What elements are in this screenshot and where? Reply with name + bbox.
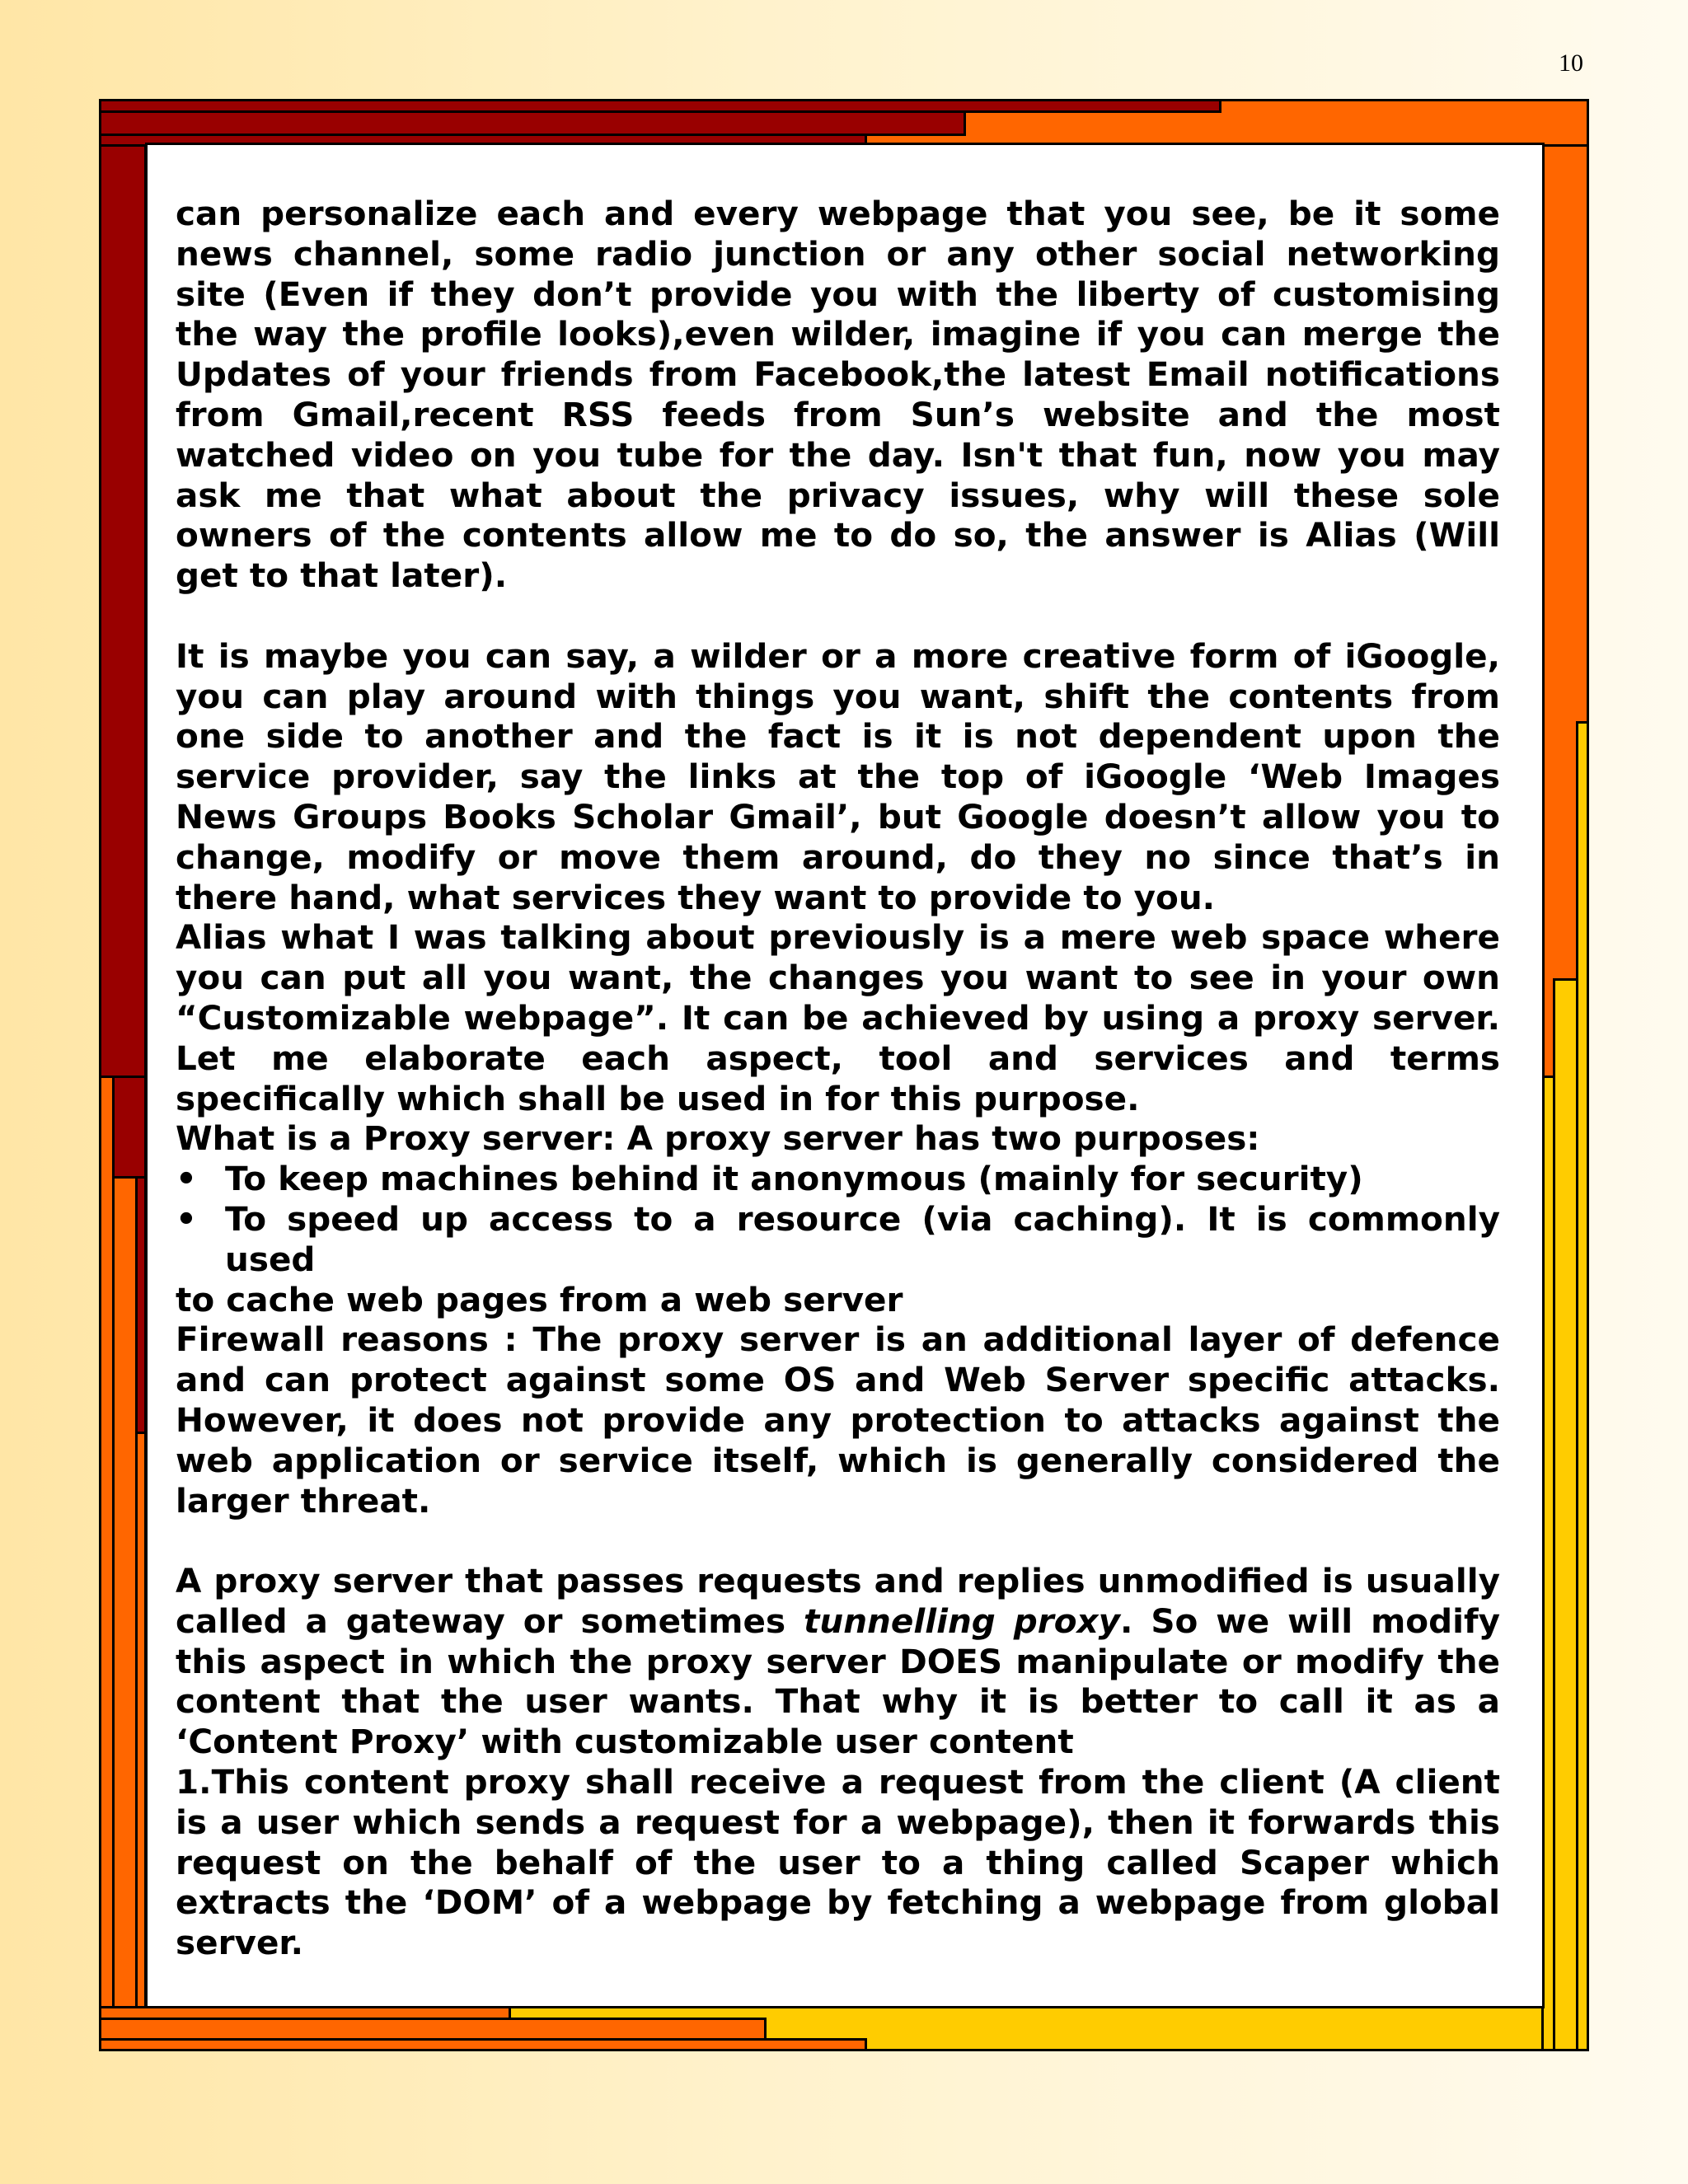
paragraph-personalize: can personalize each and every webpage that you see, be it some news channel, some radio junction or any other social networking site (Even if they don’t provide you with the liberty of customising the way the profile looks),even wilder, imagine if you can merge the Updates of your friends from Facebook,the latest Email notifications from Gmail,recent RSS feeds from Sun’s website and the most watched video on you tube for the day. Isn't that fun, now you may ask me that what about the privacy issues, why will these sole owners of the contents allow me to do so, the answer is Alias (Will get to that later). — [176, 194, 1500, 596]
frame-left-orange-stripe — [112, 1176, 138, 2051]
paragraph-firewall: Firewall reasons : The proxy server is an additional layer of defence and can protect against some OS and Web Server specific attacks. However, it does not provide any protection to attacks against the web application or service itself, which is generally considered the larger threat. — [176, 1319, 1500, 1521]
bullet-text: To speed up access to a resource (via caching). It is commonly used — [225, 1198, 1500, 1279]
frame-right-yellow-stripe-2 — [1553, 978, 1578, 2051]
frame-bottom-orange-3 — [99, 2038, 867, 2051]
body-text — [176, 194, 1500, 1963]
bullet-item — [176, 1199, 1500, 1280]
paragraph-cache: to cache web pages from a web server — [176, 1279, 903, 1319]
frame-bottom-orange-2 — [99, 2018, 767, 2041]
frame-left-dark-inner — [112, 1076, 147, 1179]
frame-top-dark-2 — [99, 110, 966, 136]
page-number: 10 — [1559, 49, 1583, 77]
gateway-text-before: A proxy server that passes requests and replies unmodified is usually called a gateway or sometimes — [176, 1561, 1500, 1641]
gateway-text-after: . So we will modify this aspect in which the proxy server DOES manipulate or modify the content that the user wants. That why it is better to call it as a ‘Content Proxy’ with customizable user content — [176, 1601, 1500, 1762]
paragraph-alias: Alias what I was talking about previously is a mere web space where you can put all you want, the changes you want to see in your own “Customizable webpage”. It can be achieved by using a proxy server. Let me elaborate each aspect, tool and services and terms specifically which shall be used in for this purpose. — [176, 917, 1500, 1118]
paragraph-content-proxy: 1.This content proxy shall receive a request from the client (A client is a user which sends a request for a webpage), then it forwards this request on the behalf of the user to a thing called Scaper which extracts the ‘DOM’ of a webpage by fetching a webpage from global server. — [176, 1762, 1500, 1963]
bullet-marker: • — [176, 1198, 197, 1239]
bullet-marker: • — [176, 1159, 197, 1199]
bullet-item — [176, 1159, 1500, 1199]
bullet-text: To keep machines behind it anonymous (mainly for security) — [225, 1159, 1363, 1199]
gateway-text-italic: tunnelling proxy — [804, 1601, 1121, 1641]
paragraph-gateway — [176, 1561, 1500, 1762]
frame-left-dark — [99, 144, 147, 1078]
paragraph-proxy-definition: What is a Proxy server: A proxy server has two purposes: — [176, 1118, 1260, 1159]
paragraph-igoogle: It is maybe you can say, a wilder or a more creative form of iGoogle, you can play around with things you want, shift the contents from one side to another and the fact is it is not dependent upon the service provider, say the links at the top of iGoogle ‘Web Images News Groups Books Scholar Gmail’, but Google doesn’t allow you to change, modify or move them around, do they no since that’s in there hand, what services they want to provide to you. — [176, 635, 1500, 917]
